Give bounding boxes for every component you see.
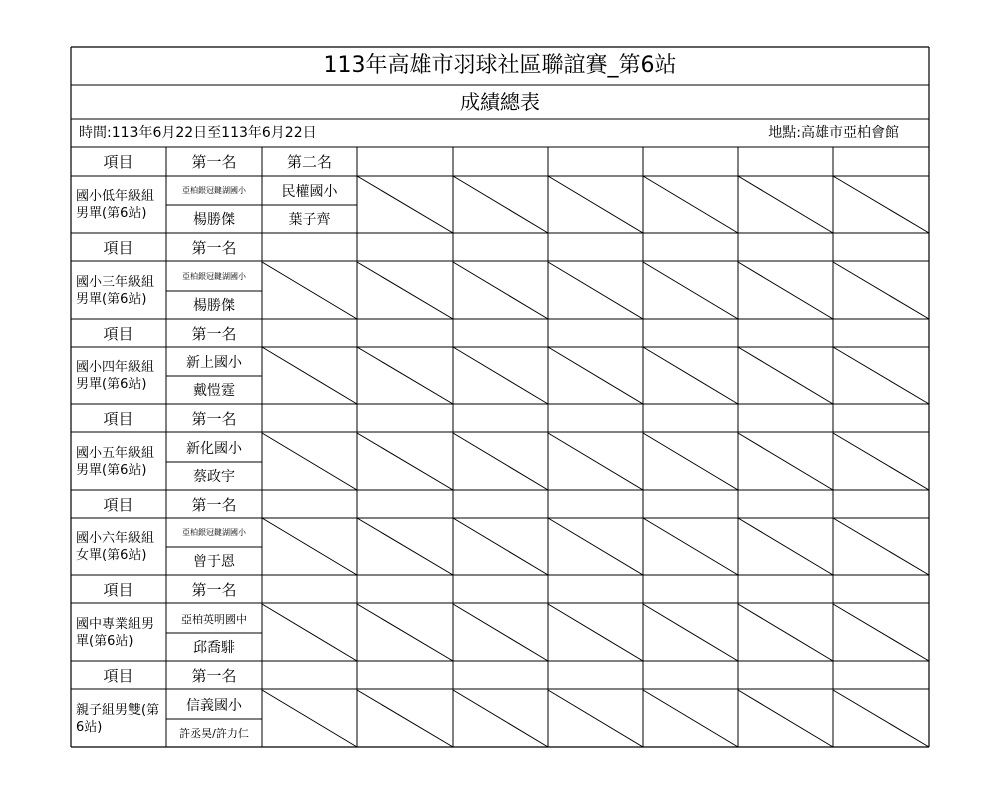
header-first: 第一名 bbox=[191, 153, 237, 171]
diagonal-line bbox=[738, 347, 833, 404]
second-name: 葉子齊 bbox=[288, 212, 331, 228]
header-item: 項目 bbox=[103, 495, 134, 514]
diagonal-line bbox=[548, 518, 643, 575]
diagonal-line bbox=[738, 176, 833, 233]
first-school: 新上國小 bbox=[186, 354, 242, 371]
first-school: 亞柏英明國中 bbox=[181, 612, 247, 626]
first-school: 亞柏銀冠鍵湖國小 bbox=[182, 528, 246, 537]
first-name: 許丞昊/許力仁 bbox=[179, 727, 249, 740]
diagonal-line bbox=[453, 518, 548, 575]
group-label: 國中專業組男 單(第6站) bbox=[76, 616, 155, 649]
group-label: 國小六年級組 女單(第6站) bbox=[76, 530, 155, 563]
header-first: 第一名 bbox=[191, 409, 237, 428]
header-first: 第一名 bbox=[191, 324, 237, 343]
diagonal-line bbox=[548, 176, 643, 233]
header-item: 項目 bbox=[103, 324, 134, 343]
diagonal-line bbox=[833, 518, 929, 575]
first-name: 楊勝傑 bbox=[193, 212, 235, 228]
first-school: 亞柏銀冠鍵湖國小 bbox=[182, 186, 246, 195]
diagonal-line bbox=[548, 690, 643, 747]
first-name: 蔡政宇 bbox=[193, 469, 235, 485]
diagonal-line bbox=[738, 604, 833, 661]
diagonal-line bbox=[643, 176, 738, 233]
group-label: 親子組男雙(第 6站) bbox=[76, 702, 160, 735]
diagonal-line bbox=[643, 518, 738, 575]
first-name: 楊勝傑 bbox=[193, 298, 235, 314]
diagonal-line bbox=[833, 690, 929, 747]
header-item: 項目 bbox=[103, 580, 134, 599]
diagonal-line bbox=[833, 262, 929, 319]
diagonal-line bbox=[738, 518, 833, 575]
header-item: 項目 bbox=[103, 153, 134, 171]
diagonal-line bbox=[833, 347, 929, 404]
diagonal-line bbox=[453, 176, 548, 233]
diagonal-line bbox=[453, 690, 548, 747]
first-name: 邱喬騑 bbox=[193, 640, 235, 656]
diagonal-line bbox=[453, 433, 548, 490]
diagonal-line bbox=[738, 690, 833, 747]
group-label: 國小三年級組 男單(第6站) bbox=[76, 274, 155, 307]
diagonal-line bbox=[643, 347, 738, 404]
header-first: 第一名 bbox=[191, 238, 237, 257]
diagonal-line bbox=[357, 433, 453, 490]
diagonal-line bbox=[643, 262, 738, 319]
diagonal-line bbox=[357, 347, 453, 404]
diagonal-line bbox=[262, 518, 357, 575]
diagonal-line bbox=[357, 690, 453, 747]
first-school: 新化國小 bbox=[186, 440, 242, 457]
diagonal-line bbox=[833, 176, 929, 233]
group-label: 國小四年級組 男單(第6站) bbox=[76, 359, 155, 392]
diagonal-line bbox=[738, 433, 833, 490]
diagonal-line bbox=[548, 262, 643, 319]
diagonal-line bbox=[357, 604, 453, 661]
first-school: 信義國小 bbox=[186, 697, 242, 714]
first-name: 曾于恩 bbox=[193, 554, 235, 570]
diagonal-line bbox=[453, 347, 548, 404]
diagonal-line bbox=[262, 262, 357, 319]
diagonal-line bbox=[643, 433, 738, 490]
diagonal-line bbox=[453, 262, 548, 319]
first-name: 戴愷霆 bbox=[193, 383, 235, 399]
diagonal-line bbox=[262, 347, 357, 404]
diagonal-line bbox=[262, 604, 357, 661]
header-item: 項目 bbox=[103, 238, 134, 257]
second-school: 民權國小 bbox=[281, 183, 338, 200]
event-place: 地點:高雄市亞柏會館 bbox=[768, 125, 899, 141]
diagonal-line bbox=[262, 433, 357, 490]
diagonal-line bbox=[548, 347, 643, 404]
header-second: 第二名 bbox=[286, 153, 332, 171]
header-item: 項目 bbox=[103, 666, 134, 685]
sheet-title: 113年高雄市羽球社區聯誼賽_第6站 bbox=[323, 53, 677, 78]
diagonal-line bbox=[548, 433, 643, 490]
event-time: 時間:113年6月22日至113年6月22日 bbox=[79, 125, 317, 141]
first-school: 亞柏銀冠鍵湖國小 bbox=[182, 272, 246, 281]
group-label: 國小五年級組 男單(第6站) bbox=[76, 445, 155, 478]
diagonal-line bbox=[357, 518, 453, 575]
diagonal-line bbox=[357, 262, 453, 319]
diagonal-line bbox=[738, 262, 833, 319]
diagonal-line bbox=[643, 604, 738, 661]
diagonal-line bbox=[357, 176, 453, 233]
diagonal-line bbox=[833, 604, 929, 661]
header-item: 項目 bbox=[103, 409, 134, 428]
header-first: 第一名 bbox=[191, 666, 237, 685]
diagonal-line bbox=[643, 690, 738, 747]
header-first: 第一名 bbox=[191, 580, 237, 599]
diagonal-line bbox=[548, 604, 643, 661]
diagonal-line bbox=[262, 690, 357, 747]
diagonal-line bbox=[453, 604, 548, 661]
diagonal-line bbox=[833, 433, 929, 490]
header-first: 第一名 bbox=[191, 495, 237, 514]
group-label: 國小低年級組 男單(第6站) bbox=[76, 188, 155, 221]
sheet-subtitle: 成績總表 bbox=[460, 90, 540, 114]
